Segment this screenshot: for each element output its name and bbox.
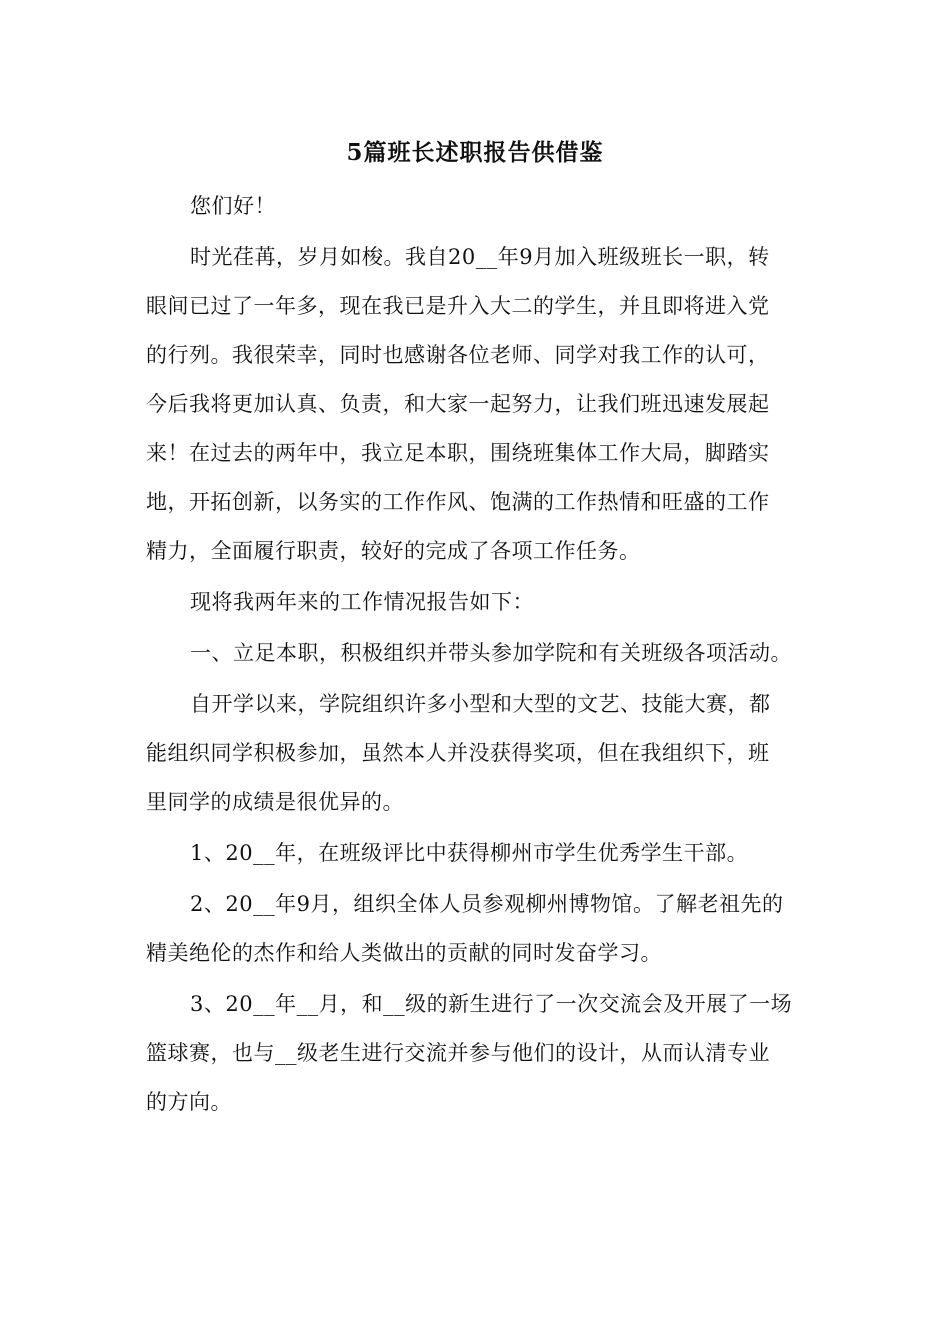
paragraph-line: 来！在过去的两年中，我立足本职，围绕班集体工作大局，脚踏实 [146,441,770,465]
paragraph-line: 能组织同学积极参加，虽然本人并没获得奖项，但在我组织下，班 [146,741,770,765]
paragraph-line: 3、20__年__月，和__级的新生进行了一次交流会及开展了一场 [190,992,793,1016]
paragraph-section-1-heading [146,629,806,678]
paragraph-greeting [146,182,806,231]
paragraph-line: 精美绝伦的杰作和给人类做出的贡献的同时发奋学习。 [146,941,662,965]
paragraph-line: 地，开拓创新，以务实的工作作风、饱满的工作热情和旺盛的工作 [146,490,770,514]
paragraph-line: 的方向。 [146,1090,232,1114]
paragraph-line: 现将我两年来的工作情况报告如下： [190,590,534,614]
paragraph-line: 眼间已过了一年多，现在我已是升入大二的学生，并且即将进入党 [146,294,770,318]
paragraph-line: 自开学以来，学院组织许多小型和大型的文艺、技能大赛，都 [190,692,771,716]
paragraph-item-2 [146,880,806,978]
paragraph-line: 2、20__年9月，组织全体人员参观柳州博物馆。了解老祖先的 [190,892,784,916]
paragraph-line: 您们好！ [190,194,276,218]
paragraph-report-lead [146,578,806,627]
paragraph-line: 今后我将更加认真、负责，和大家一起努力，让我们班迅速发展起 [146,392,770,416]
paragraph-line: 的行列。我很荣幸，同时也感谢各位老师、同学对我工作的认可， [146,343,770,367]
paragraph-line: 精力，全面履行职责，较好的完成了各项工作任务。 [146,539,641,563]
paragraph-item-1 [146,829,806,878]
paragraph-line: 时光荏苒，岁月如梭。我自20__年9月加入班级班长一职，转 [190,245,770,269]
paragraph-intro [146,233,806,576]
paragraph-line: 1、20__年，在班级评比中获得柳州市学生优秀学生干部。 [190,841,749,865]
paragraph-item-3 [146,980,806,1127]
paragraph-line: 里同学的成绩是很优异的。 [146,790,404,814]
paragraph-line: 一、立足本职，积极组织并带头参加学院和有关班级各项活动。 [190,641,792,665]
paragraph-line: 篮球赛，也与__级老生进行交流并参与他们的设计，从而认清专业 [146,1041,770,1065]
paragraph-section-1-body [146,680,806,827]
document-title: 5篇班长述职报告供借鉴 [346,139,604,166]
document-body [146,182,806,1129]
